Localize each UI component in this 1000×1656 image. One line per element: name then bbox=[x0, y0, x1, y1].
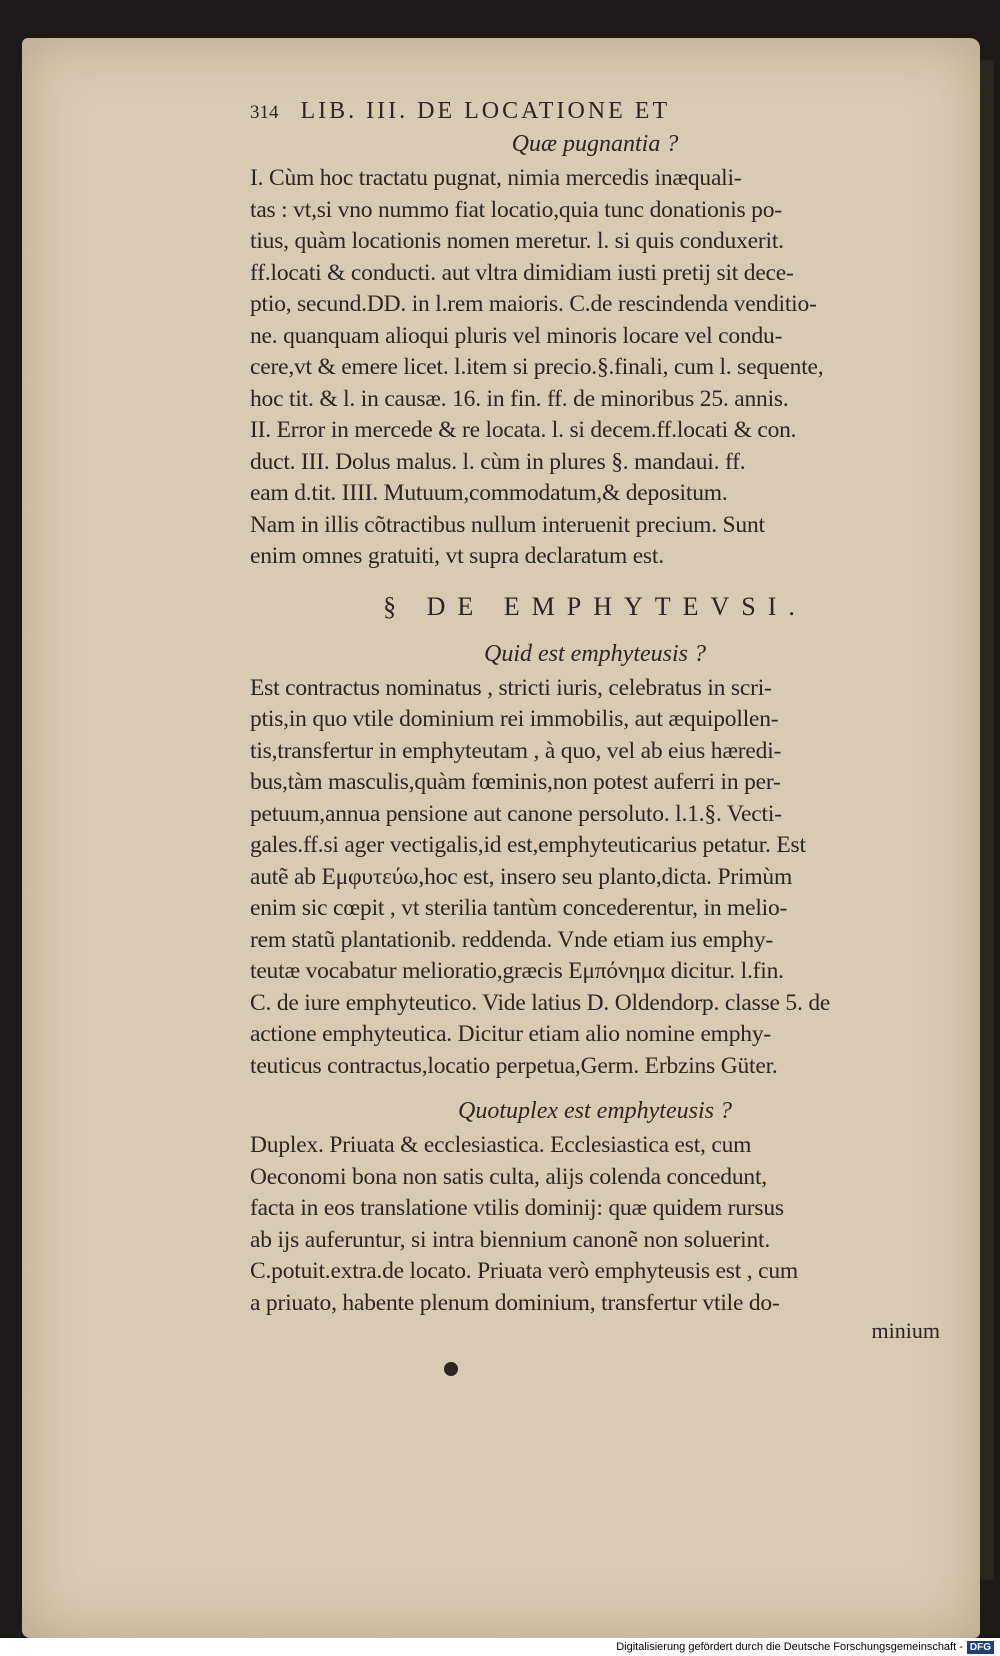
section-heading: § DE EMPHYTEVSI. bbox=[383, 591, 807, 621]
question-heading: Quid est emphyteusis ? bbox=[484, 640, 706, 667]
text-line: tas : vt,si vno nummo fiat locatio,quia tunc donationis po- bbox=[250, 196, 782, 223]
page-number: 314 bbox=[250, 102, 279, 123]
text-line: teuticus contractus,locatio perpetua,Germ. Erbzins Güter. bbox=[250, 1052, 778, 1079]
paragraph-3 bbox=[250, 1130, 940, 1319]
text-line: gales.ff.si ager vectigalis,id est,emphyteuticarius petatur. Est bbox=[250, 832, 806, 858]
text-line: duct. III. Dolus malus. l. cùm in plures §. mandaui. ff. bbox=[250, 448, 746, 475]
question-heading: Quotuplex est emphyteusis ? bbox=[458, 1098, 732, 1124]
text-line: ne. quanquam alioqui pluris vel minoris locare vel condu- bbox=[250, 322, 783, 349]
text-line: C.potuit.extra.de locato. Priuata verò emphyteusis est , cum bbox=[250, 1258, 798, 1284]
text-line: teutæ vocabatur melioratio,græcis Εμπόνημα dicitur. l.fin. bbox=[250, 958, 784, 984]
paragraph-1 bbox=[250, 163, 940, 573]
text-line: facta in eos translatione vtilis dominij: quæ quidem rursus bbox=[250, 1195, 784, 1221]
text-line: Nam in illis cõtractibus nullum interuenit precium. Sunt bbox=[250, 511, 765, 538]
text-line: bus,tàm masculis,quàm fœminis,non potest auferri in per- bbox=[250, 769, 781, 795]
text-line: ff.locati & conducti. aut vltra dimidiam iusti pretij sit dece- bbox=[250, 259, 794, 286]
text-line: autẽ ab Εμφυτεύω,hoc est, insero seu planto,dicta. Primùm bbox=[250, 863, 793, 890]
running-head bbox=[250, 98, 940, 125]
catchword: minium bbox=[871, 1318, 940, 1343]
text-line: Duplex. Priuata & ecclesiastica. Ecclesiastica est, cum bbox=[250, 1132, 752, 1158]
text-line: Est contractus nominatus , stricti iuris, celebratus in scri- bbox=[250, 674, 772, 701]
text-line: eam d.tit. IIII. Mutuum,commodatum,& depositum. bbox=[250, 480, 728, 506]
running-title: LIB. III. DE LOCATIONE ET bbox=[300, 98, 671, 124]
text-line: enim omnes gratuiti, vt supra declaratum est. bbox=[250, 543, 664, 569]
text-line: petuum,annua pensione aut canone persoluto. l.1.§. Vecti- bbox=[250, 800, 782, 827]
text-line: II. Error in mercede & re locata. l. si decem.ff.locati & con. bbox=[250, 417, 797, 443]
text-line: cere,vt & emere licet. l.item si precio.§.finali, cum l. sequente, bbox=[250, 354, 824, 380]
text-line: C. de iure emphyteutico. Vide latius D. Oldendorp. classe 5. de bbox=[250, 989, 831, 1016]
text-line: tius, quàm locationis nomen meretur. l. si quis conduxerit. bbox=[250, 228, 784, 254]
question-heading: Quæ pugnantia ? bbox=[511, 131, 679, 157]
text-line: enim sic cœpit , vt sterilia tantùm concederentur, in melio- bbox=[250, 895, 788, 921]
text-line: ab ijs auferuntur, si intra biennium canonẽ non soluerint. bbox=[250, 1226, 770, 1253]
ink-blot bbox=[444, 1362, 458, 1376]
dfg-logo: DFG bbox=[967, 1641, 994, 1654]
digitization-footer bbox=[0, 1638, 1000, 1656]
footer-text: Digitalisierung gefördert durch die Deutsche Forschungsgemeinschaft - bbox=[616, 1641, 963, 1653]
text-line: a priuato, habente plenum dominium, transfertur vtile do- bbox=[250, 1289, 780, 1316]
text-line: actione emphyteutica. Dicitur etiam alio nomine emphy- bbox=[250, 1021, 772, 1047]
text-line: I. Cùm hoc tractatu pugnat, nimia mercedis inæquali- bbox=[250, 165, 742, 191]
text-line: ptio, secund.DD. in l.rem maioris. C.de rescindenda venditio- bbox=[250, 291, 817, 317]
text-line: ptis,in quo vtile dominium rei immobilis, aut æquipollen- bbox=[250, 706, 779, 732]
text-line: rem statũ plantationib. reddenda. Vnde etiam ius emphy- bbox=[250, 926, 774, 953]
book-edge bbox=[980, 60, 994, 1580]
text-line: hoc tit. & l. in causæ. 16. in fin. ff. de minoribus 25. annis. bbox=[250, 385, 789, 412]
page-text bbox=[250, 98, 940, 1343]
paragraph-2 bbox=[250, 673, 940, 1083]
text-line: Oeconomi bona non satis culta, alijs colenda concedunt, bbox=[250, 1163, 767, 1190]
text-line: tis,transfertur in emphyteutam , à quo, vel ab eius hæredi- bbox=[250, 737, 782, 764]
